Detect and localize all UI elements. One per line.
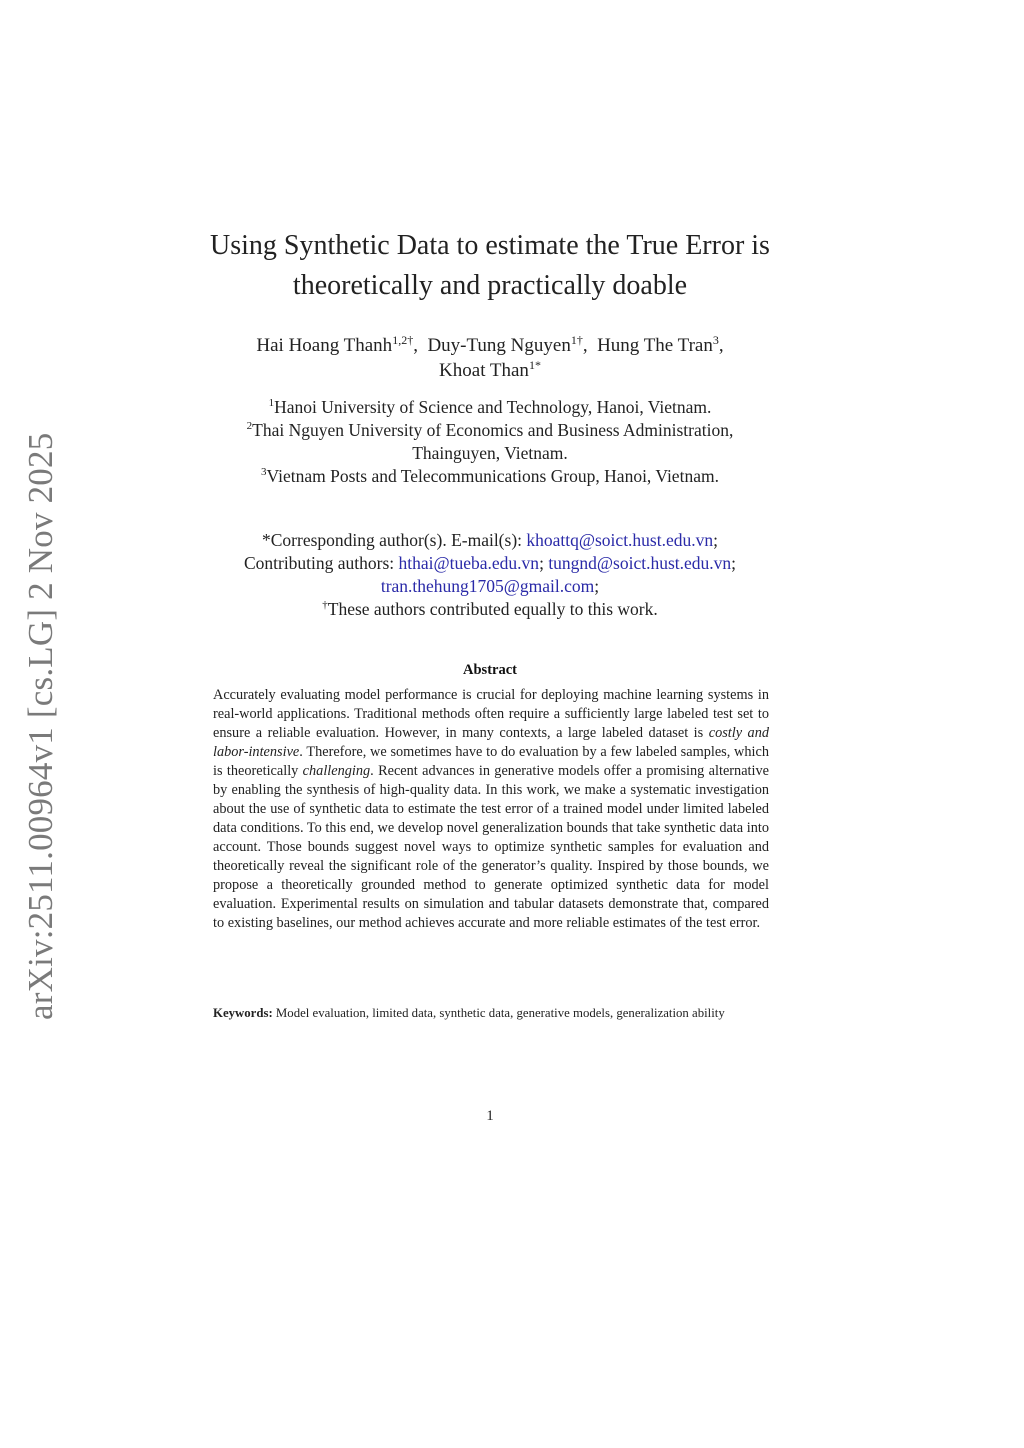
author-affiliation-mark: 1,2† [392,333,414,347]
author-affiliation-mark: 1† [570,333,583,347]
abstract-emphasis: challenging [302,763,371,779]
contributing-email-link[interactable]: tran.thehung1705@gmail.com [380,576,595,596]
author-name: Hai Hoang Thanh [256,335,393,356]
contributing-authors-line: Contributing authors: hthai@tueba.edu.vn; tungnd@soict.hust.edu.vn; [243,553,737,573]
author-affiliation-mark: 1* [528,358,541,372]
affiliation-3: $^3$Vietnam Posts and Telecommunications Group, Hanoi, Vietnam. [261,466,719,486]
title-line-1: Using Synthetic Data to estimate the True Error is [210,230,770,261]
author-list [150,333,830,383]
authors-line-1: Hai Hoang Thanh$^{1,2\dagger}$, Duy-Tung Nguyen$^{1\dagger}$, Hung The Tran$^3$, [256,333,724,356]
correspondence-block [150,529,830,621]
keywords [213,1005,769,1022]
page-number: 1 [486,1108,494,1124]
affiliation-1: $^1$Hanoi University of Science and Technology, Hanoi, Vietnam. [268,397,712,417]
affiliation-2: $^2$Thai Nguyen University of Economics and Business Administration, [246,420,734,440]
abstract-body: Accurately evaluating model performance is crucial for deploying machine learning systems in real-world applications. Traditional methods often require a sufficiently large labeled test set to ensure a reliable evaluation. However, in many contexts, a large labeled dataset is costly and labor-intensive. Therefore, we sometimes have to do evaluation by a few labeled samples, which is theoretically challenging. Recent advances in generative models offer a promising alternative by enabling the synthesis of high-quality data. In this work, we make a systematic investigation about the use of synthetic data to estimate the test error of a trained model under limited labeled data conditions. To this end, we develop novel generalization bounds that take synthetic data into account. Those bounds suggest novel ways to optimize synthetic samples for evaluation and theoretically reveal the significant role of the generator’s quality. Inspired by those bounds, we propose a theoretically grounded method to generate optimized synthetic data for model evaluation. Experimental results on simulation and tabular datasets demonstrate that, compared to existing baselines, our method achieves accurate and more reliable estimates of the test error. [213,687,770,931]
arxiv-identifier-stamp: arXiv:2511.00964v1 [cs.LG] 2 Nov 2025 [21,432,60,1020]
author-name: Khoat Than [439,360,529,381]
contributing-authors-line-2: tran.thehung1705@gmail.com; [380,576,600,596]
author-affiliation-mark: 3 [712,333,719,347]
corresponding-author-line: *Corresponding author(s). E-mail(s): khoattq@soict.hust.edu.vn; [262,530,718,550]
abstract-heading: Abstract [463,662,517,678]
author-name: Duy-Tung Nguyen [427,335,571,356]
affiliation-2-continued: Thainguyen, Vietnam. [412,443,568,463]
abstract-emphasis: costly and labor-intensive [213,725,770,760]
title-line-2: theoretically and practically doable [292,270,688,301]
authors-line-2 [150,358,830,383]
author-name: Hung The Tran [597,335,713,356]
keywords-label: Keywords: [213,1006,273,1020]
affiliations [150,396,830,488]
contributing-email-link[interactable]: hthai@tueba.edu.vn [398,553,540,573]
contributing-email-link[interactable]: tungnd@soict.hust.edu.vn [548,553,732,573]
corresponding-email-link[interactable]: khoattq@soict.hust.edu.vn [526,530,714,550]
keywords-text: Model evaluation, limited data, synthetic data, generative models, generalization ability [272,1006,725,1020]
paper-title [150,226,830,306]
equal-contribution-note: †These authors contributed equally to this work. [322,599,658,619]
